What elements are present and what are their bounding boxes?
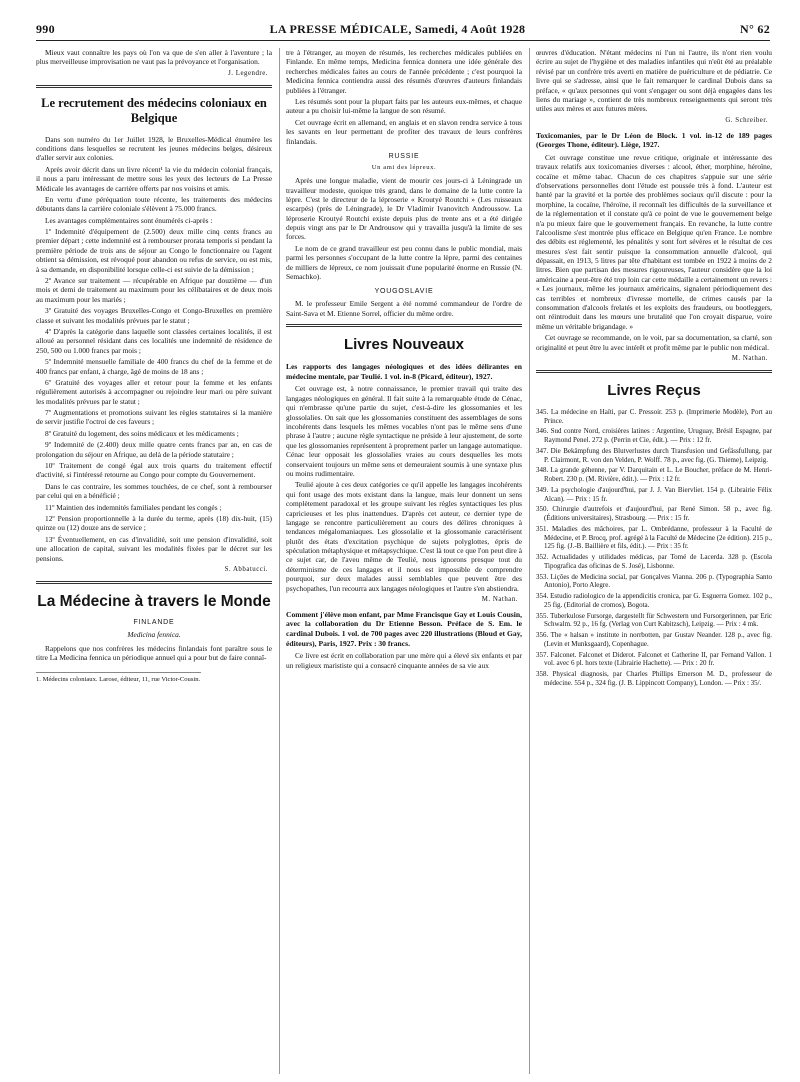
paragraph: Teulié ajoute à ces deux catégories ce qu'il appelle les langages incohérents qui font usage des mots existant dans la langue, mais leur donnent un sens complètement paradoxal et les groupe suivant les règles syntactiques les plus capricieuses et les plus inattendues. D'après cet auteur, ce dernier type de langage se rencontre particulièrement au cours des délires chroniques à tendances mégalomaniaques. Les glossolalie et la glossomanie caractérisent plutôt des états d'excitation psychique de sujets polyglottes, épris de spéculation métaphysique et métapsychique. C'est là tout ce que l'on peut dire à ce sujet car, de l'aveu même de Teulié, nous ignorons presque tout du déterminisme de ces langages et il nous est impossible de comprendre pourquoi, sur deux malades aussi semblables que peuvent être des psychopathes, l'un recourra aux langages néologiques et l'autre s'en abstiendra. bbox=[286, 480, 522, 593]
received-item: 349. La psychologie d'aujourd'hui, par J. J. Van Biervliet. 154 p. (Librairie Félix Alcan). — Prix : 15 fr. bbox=[536, 485, 772, 503]
paragraph: 3º Gratuité des voyages Bruxelles-Congo et Congo-Bruxelles en première classe et suivant les modalités prévues par le statut ; bbox=[36, 306, 272, 325]
section-title: Livres Reçus bbox=[607, 381, 701, 399]
paragraph: 2º Avance sur traitement — récupérable en Afrique par douzième — d'un mois et demi de traitement au maximum pour les célibataires et de deux mois au maximum pour les mariés ; bbox=[36, 276, 272, 304]
paragraph: 7º Augmentations et promotions suivant les règles statutaires si la manière de servir justifie l'octroi de ces faveurs ; bbox=[36, 408, 272, 427]
paragraph: Cet ouvrage constitue une revue critique, originale et intéressante des travaux relatifs aux toxicomanies diverses : alcool, éther, morphine, héroïne, cocaïne et même tabac. Chacun de ces chapitres s'appuie sur une série d'observations personnelles dont l'étude est poussée très à fond. L'auteur est hanté par la gravité et la portée des problèmes sociaux qu'il discute : pour la morphine, la cocaïne, l'héroïne, il reconnaît les difficultés de la surveillance et de la réglementation et il constate qu'à ce point de vue le gouvernement belge n'a pu mieux faire que le gouvernement français. En revanche, la lutte contre l'alcoolisme s'est montrée plus efficace en Belgique qu'en France. Le nombre des débits est réglementé, les pénalités y sont fort sévères et le résultat de ces mesures s'est fait sentir puisque la consommation annuelle d'alcool, qui dépassait, en 1913, 5 litres par tête d'habitant est tombée en 1922 à moins de 2 litres. Bien que partisan des mesures rigoureuses, l'auteur considère que la loi américaine a peut-être été trop loin car cette médaille a certainement un revers : « Les journaux, même les journaux américains, signalent périodiquement des cas terribles et nombreux d'ivresse mortelle, de crimes causés par la consommation d'alcools frelatés et les exploits des fraudeurs, ou bootleggers, ont réintroduit dans les mœurs une brutalité que l'on croyait disparue, voire même un véritable brigandage. » bbox=[536, 152, 772, 331]
paragraph: M. le professeur Emile Sergent a été nommé commandeur de l'ordre de Saint-Sava et M. Etienne Sorrel, officier du même ordre. bbox=[286, 299, 522, 318]
received-item: 350. Chirurgie d'autrefois et d'aujourd'hui, par René Simon. 58 p., avec fig. (Éditions universitaires), Strasbourg. — Prix : 15 fr. bbox=[536, 505, 772, 523]
footnote-text: 1. Médecins coloniaux. Larose, éditeur, 11, rue Victor-Cousin. bbox=[36, 676, 201, 684]
section-rule bbox=[286, 324, 522, 327]
paragraph: 1º Indemnité d'équipement de (2.500) deux mille cinq cents francs au premier départ ; cette indemnité est à rembourser prorata temporis si pendant la première période de trois ans de séjour au Congo le fonctionnaire ou l'agent obtient sa démission, est révoqué pour abandon ou refus de service, ou est mis, à sa demande, en disponibilité lorsque celle-ci est suivie de la démission ; bbox=[36, 227, 272, 274]
paragraph: Après avoir décrit dans un livre récent¹ la vie du médecin colonial français, il nous a paru intéressant de mettre sous les yeux des lecteurs de La Presse Médicale les avantages de carrière offerts par nos voisins et amis. bbox=[36, 164, 272, 193]
paragraph: 8º Gratuité du logement, des soins médicaux et les médicaments ; bbox=[45, 428, 239, 438]
paragraph: Cet ouvrage se recommande, on le voit, par sa documentation, sa clarté, son originalité et peut être lu avec intérêt et profit même par le public non médical. bbox=[536, 333, 772, 352]
received-item: 354. Estudio radiologico de la appendicitis cronica, par G. Esguerra Gomez. 102 p., 25 fig. (Editorial de cromos), Bogota. bbox=[536, 592, 772, 609]
received-item: 358. Physical diagnosis, par Charles Phillips Emerson M. D., professeur de médecine. 554 p., 324 fig. (J. B. Lippincott Company), London. — Prix : 35/. bbox=[536, 670, 772, 687]
signature: G. Schreiber. bbox=[725, 116, 768, 124]
section-rule bbox=[36, 85, 272, 88]
book-entry bbox=[286, 610, 522, 649]
column-3 bbox=[536, 48, 772, 1078]
book-title: Toxicomanies, par le Dr Léon de Block. 1 vol. in-12 de 189 pages (Georges Thone, éditeur). Liège, 1927. bbox=[536, 130, 772, 150]
header-rule bbox=[36, 40, 770, 41]
section-rule bbox=[536, 370, 772, 373]
journal-name: Medicina fennica. bbox=[127, 630, 181, 640]
subheading: Un ami des lépreux. bbox=[371, 163, 437, 171]
section-title: Livres Nouveaux bbox=[343, 336, 465, 354]
paragraph: Dans son numéro du 1er Juillet 1928, le Bruxelles-Médical énumère les conditions dans lesquelles se recrutent les jeunes médecins belges, désireux d'aller servir aux colonies. bbox=[36, 134, 272, 163]
column-divider bbox=[279, 48, 280, 1074]
paragraph: 10º Traitement de congé égal aux trois quarts du traitement effectif d'activité, si l'intéressé retourne au Congo pour compte du Gouvernement. bbox=[36, 461, 272, 480]
book-title: Comment j'élève mon enfant, par Mme Francisque Gay et Louis Cousin, avec la collaboration du Dr Etienne Besson. Préface de S. Em. le cardinal Dubois. 1 vol. de 700 pages avec 220 illustrations (Bloud et Gay, éditeurs), Paris, 1927. Prix : 30 francs. bbox=[286, 609, 522, 648]
issue-number: N° 62 bbox=[740, 22, 770, 36]
paragraph: Les résumés sont pour la plupart faits par les auteurs eux-mêmes, et chaque auteur a pu choisir lui-même la langue de son résumé. bbox=[286, 96, 522, 116]
signature: M. Nathan. bbox=[731, 354, 768, 362]
page-header bbox=[36, 22, 770, 38]
column-2 bbox=[286, 48, 522, 1078]
paragraph: Rappelons que nos confrères les médecins finlandais font paraître sous le titre La Medicina fennica un périodique annuel qui a pour but de faire connaî- bbox=[36, 643, 272, 663]
paragraph: œuvres d'éducation. N'étant médecins ni l'un ni l'autre, ils n'ont rien voulu écrire au sujet de l'hygiène et des maladies infantiles qui n'eût été au préalable révisé par un confrère très averti en matière de puériculture et de pédiatrie. Ce livre qui se s'adresse, ainsi que le fait remarquer le cardinal Dubois dans sa préface, « qu'aux personnes qui vont s'engager ou sont déjà engagées dans les liens du mariage », contient de très nombreux renseignements qui seront très utiles aux mères et aux futures mères. bbox=[536, 48, 772, 114]
paragraph: tre à l'étranger, au moyen de résumés, les recherches médicales publiées en Finlande. En même temps, Medicina fennica donnera une idée générale des recherches médicales faites au cours de l'année précédente ; c'est pourquoi la Medicina fennica contiendra aussi des résumés d'œuvres d'auteurs finlandais publiées à l'étranger. bbox=[286, 48, 522, 95]
page-number: 990 bbox=[36, 22, 55, 36]
country-heading: FINLANDE bbox=[133, 619, 175, 627]
article-title: Le recrutement des médecins coloniaux en Belgique bbox=[41, 95, 267, 125]
signature: J. Legendre. bbox=[228, 69, 268, 77]
section-rule bbox=[36, 581, 272, 584]
received-item: 346. Sud contre Nord, croisières latines : Argentine, Uruguay, Brésil Espagne, par Raymond Penel. 272 p. (Perrin et Cie, édit.). — Prix : 12 fr. bbox=[536, 427, 772, 445]
paragraph: Après une longue maladie, vient de mourir ces jours-ci à Léningrade un travailleur modeste, quoique très grand, dans le domaine de la lutte contre la lèpre. C'est le directeur de la léproserie « Kroutyé Routchi » (Les ruisseaux escarpés) (près de Léningrade), le Dr Vladimir Ivanovitch Androussow. La léproserie Kroutyé Routchi existe depuis plus de trente ans et a été dirigée depuis vingt ans par le Dr Androusow qui y travailla jusqu'à la limite de ses forces. bbox=[286, 176, 522, 242]
paragraph: Cet ouvrage est, à notre connaissance, le premier travail qui traite des langages néologiques en général. Il fait suite à la remarquable étude de Cénac, qui n'embrasse qu'une partie du sujet, c'est-à-dire les glossomanies et les glossolalies. On sait que les glossomanies constituent des assemblages de sons incohérents dans lesquels les mêmes vocables n'ont pas le même sens d'une phrase à l'autre ; aucune règle syntactique ne préside à leur ajustement, de sorte que les glossomanies représentent à proprement parler un langage automatique. Cénac leur opposait les glossolalies vraies au cours desquelles les mots conservaient toujours un même sens et demeuraient soumis à une syntaxe plus ou moins rudimentaire. bbox=[286, 384, 522, 478]
footnote bbox=[36, 672, 201, 684]
received-item: 356. The « halsan » institute in norrbotten, par Gustav Neander. 128 p., avec fig. (Levin et Munksgaard), Copenhague. bbox=[536, 631, 772, 648]
paragraph: Cet ouvrage écrit en allemand, en anglais et en slavon rendra service à tous les savants en leur permettant de profiter des travaux de leurs confrères finlandais. bbox=[286, 117, 522, 146]
paragraph: Ce livre est écrit en collaboration par une mère qui a élevé six enfants et par un religieux marististe qui a consacré cinquante années de sa vie aux bbox=[286, 651, 522, 670]
received-item: 348. La grande géhenne, par V. Darquitain et L. Le Boucher, préface de M. Henri-Robert. 230 p. (M. Rivière, édit.). — Prix : 12 fr. bbox=[536, 466, 772, 484]
paragraph: En vertu d'une péréquation toute récente, les traitements des médecins débutants dans la carrière coloniale s'élèvent à 75.000 francs. bbox=[36, 194, 272, 214]
received-item: 352. Actualidades y utilidades médicas, par Tomé de Lacerda. 328 p. (Escola Tipografica das oficinas de S. José), Lisbonne. bbox=[536, 553, 772, 570]
book-entry bbox=[286, 362, 522, 381]
paragraph: 6º Gratuité des voyages aller et retour pour la femme et les enfants régulièrement autorisés à accompagner ou rejoindre leur mari ou père suivant les modalités prévues par le statut ; bbox=[36, 377, 272, 406]
country-heading: RUSSIE bbox=[388, 152, 420, 160]
signature: S. Abbatucci. bbox=[224, 565, 268, 573]
section-title: La Médecine à travers le Monde bbox=[37, 592, 271, 610]
received-item: 347. Die Bekämpfung des Blutverlustes durch Transfusion und Gefässfullung, par P. Clairmont, R. von den Velden, P. Wolff. 78 p., avec fig. (G. Thieme), Leipzig. bbox=[536, 446, 772, 464]
paragraph: Le nom de ce grand travailleur est peu connu dans le public mondial, mais parmi les personnes s'occupant de la lutte contre la lèpre, parmi des centaines de milliers de lépreux, ce nom jouissait d'une popularité énorme en Russie (N. Semachko). bbox=[286, 243, 522, 282]
paragraph: 11º Maintien des indemnités familiales pendant les congés ; bbox=[45, 502, 222, 512]
intro-paragraph: Mieux vaut connaître les pays où l'on va que de s'en aller à l'aventure ; la plus merveilleuse improvisation ne vaut pas la prévoyance et l'organisation. bbox=[36, 48, 272, 67]
country-heading: YOUGOSLAVIE bbox=[374, 288, 434, 296]
column-divider bbox=[529, 48, 530, 1074]
received-item: 353. Lições de Medicina social, par Gonçalves Vianna. 206 p. (Typographia Santo Antonio), Porto Alegre. bbox=[536, 572, 772, 590]
signature: M. Nathan. bbox=[481, 596, 518, 604]
paragraph: Dans le cas contraire, les sommes touchées, de ce chef, sont à rembourser par celui qui en a bénéficié ; bbox=[36, 481, 272, 501]
paragraph: 9º Indemnité de (2.400) deux mille quatre cents francs par an, en cas de prolongation du séjour en Afrique, au delà de la période statutaire ; bbox=[36, 440, 272, 459]
paragraph: 5º Indemnité mensuelle familiale de 400 francs du chef de la femme et de 400 francs par enfant, à charge, âgé de moins de 18 ans ; bbox=[36, 357, 272, 376]
book-title: Les rapports des langages néologiques et des idées délirantes en médecine mentale, par Teulié. 1 vol. in-8 (Picard, éditeur), 1927. bbox=[286, 362, 522, 381]
paragraph: 4º D'après la catégorie dans laquelle sont classées certaines localités, il est alloué au personnel résidant dans ces localités une indemnité de résidence de 250, 500 ou 1.000 francs par mois ; bbox=[36, 326, 272, 355]
received-item: 345. La médecine en Haïti, par C. Pressoir. 253 p. (Imprimerie Modèle), Port au Prince. bbox=[536, 407, 772, 425]
journal-title: LA PRESSE MÉDICALE, Samedi, 4 Août 1928 bbox=[269, 22, 526, 36]
received-item: 355. Tuberkulose Fursorge, dargestellt für Schwestern und Fursorgerinnen, par Eric Schwalm. 92 p., 16 fg. (Verlag von Curt Kabitzsch), Leipzig. — Prix : 4 mk. bbox=[536, 611, 772, 629]
received-item: 357. Falconet. Falconet et Diderot. Falconet et Catherine II, par Fernand Vallon. 1 vol. avec 6 pl. hors texte (Librairie Hachette). — Prix : 20 fr. bbox=[536, 650, 772, 668]
book-entry bbox=[536, 131, 772, 150]
paragraph: 13º Éventuellement, en cas d'invalidité, soit une pension d'invalidité, soit une allocation de capital, suivant les modalités fixées par le décret sur les pensions. bbox=[36, 534, 272, 563]
paragraph: 12º Pension proportionnelle à la durée du terme, après (18) dix-huit, (15) quinze ou (12) douze ans de service ; bbox=[36, 514, 272, 533]
paragraph: Les avantages complémentaires sont énumérés ci-après : bbox=[45, 215, 213, 225]
column-1 bbox=[36, 48, 272, 1078]
received-item: 351. Maladies des mâchoires, par L. Ombrédanne, professeur à la Faculté de Médecine, et P. Brocq, prof. agrégé à la Faculté de Médecine (2e édition). 215 p., 125 fig. (J.-B. Baillière et fils, édit.). — Prix : 35 fr. bbox=[536, 524, 772, 551]
